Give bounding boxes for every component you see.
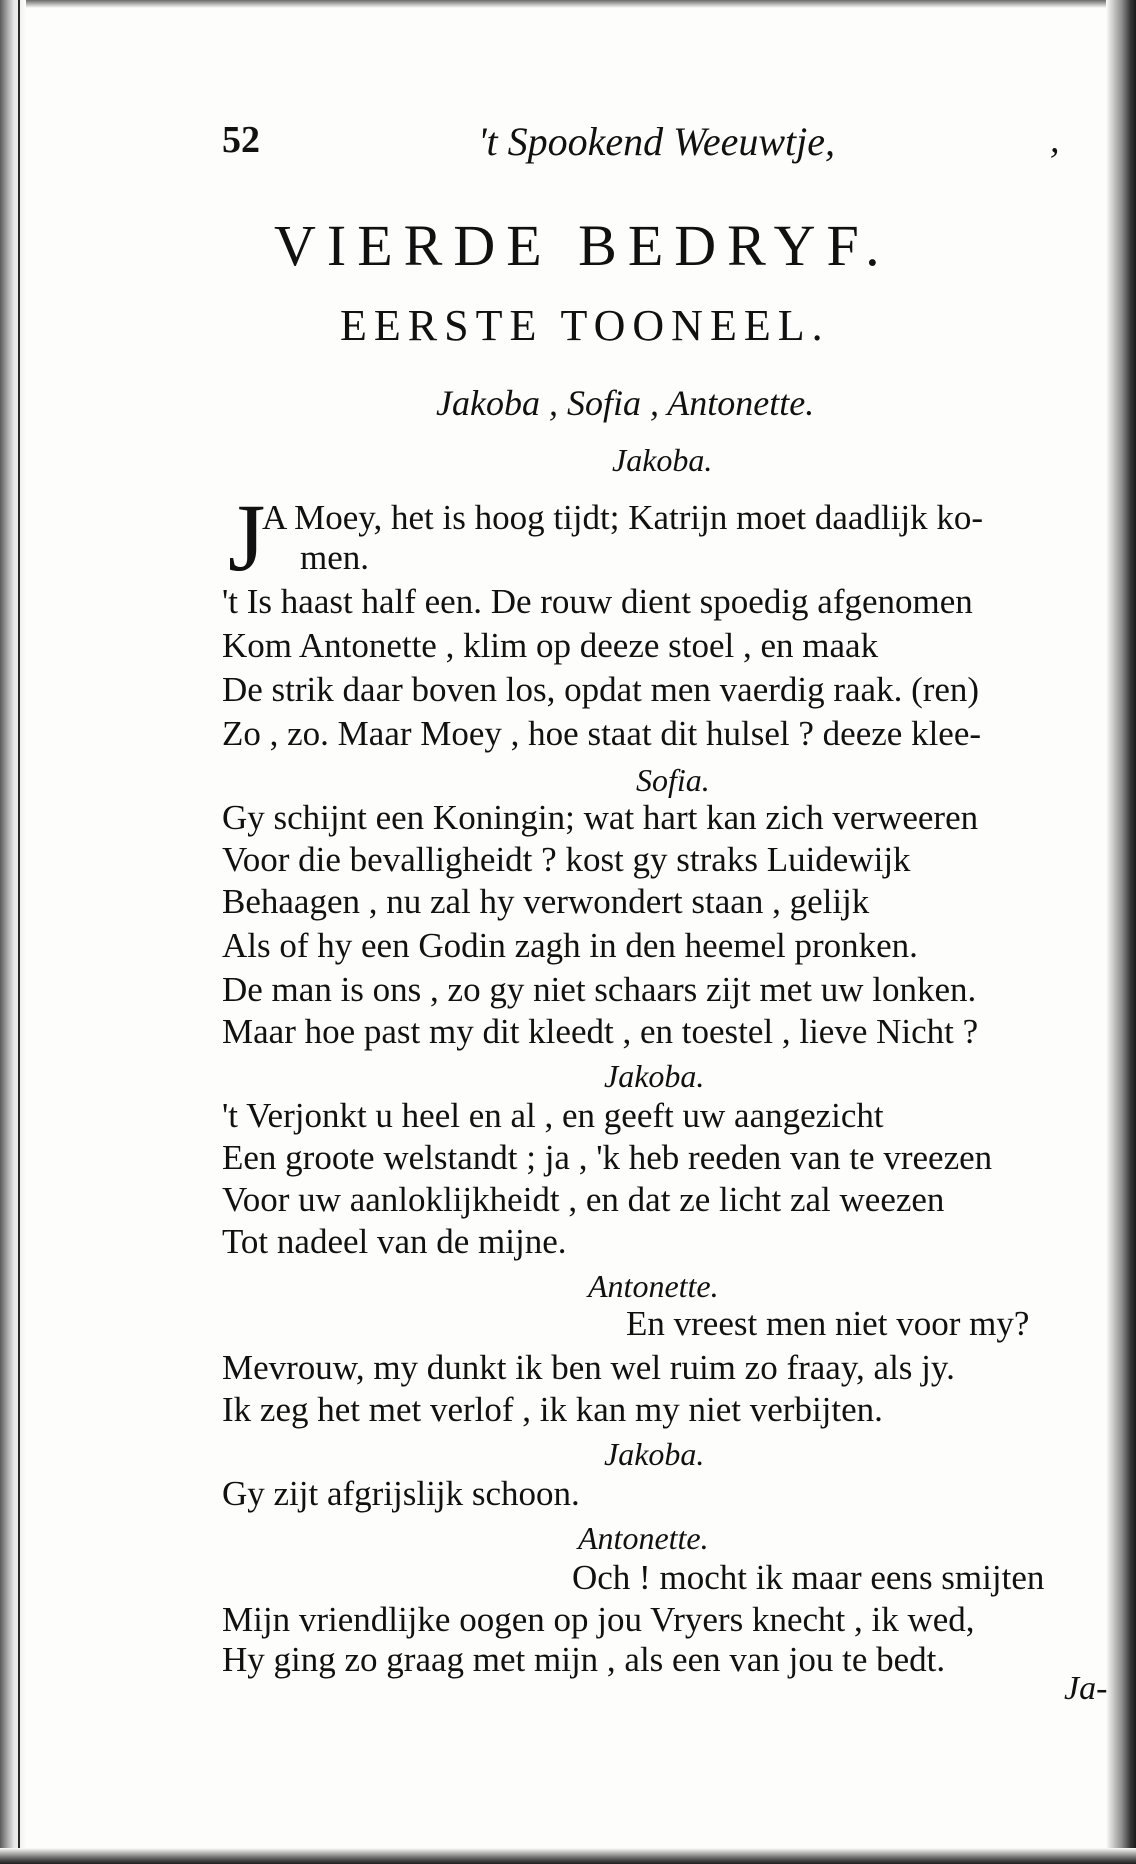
act-title: VIERDE BEDRYF. xyxy=(274,213,891,278)
verse-line: Mevrouw, my dunkt ik ben wel ruim zo fraay, als jy. xyxy=(222,1348,955,1387)
dramatis-personae: Jakoba , Sofia , Antonette. xyxy=(436,383,815,423)
speaker-name: Sofia. xyxy=(636,762,710,798)
verse-line: Maar hoe past my dit kleedt , en toestel , lieve Nicht ? xyxy=(222,1012,979,1051)
verse-line: 't Verjonkt u heel en al , en geeft uw aangezicht xyxy=(222,1096,884,1135)
verse-line: 't Is haast half een. De rouw dient spoedig afgenomen xyxy=(222,582,973,621)
verse-line: Behaagen , nu zal hy verwondert staan , gelijk xyxy=(222,882,870,921)
verse-line: Voor die bevalligheidt ? kost gy straks Luidewijk xyxy=(222,840,911,879)
drop-cap: J xyxy=(228,484,266,591)
speaker-name: Jakoba. xyxy=(612,442,713,478)
speaker-name: Jakoba. xyxy=(604,1058,705,1094)
running-head xyxy=(0,118,1136,168)
verse-line: Tot nadeel van de mijne. xyxy=(222,1222,567,1261)
scene-title: EERSTE TOONEEL. xyxy=(340,301,830,350)
verse-line: De strik daar boven los, opdat men vaerdig raak. (ren) xyxy=(222,670,980,709)
scan-edge-right xyxy=(1106,0,1136,1864)
verse-line: Ik zeg het met verlof , ik kan my niet verbijten. xyxy=(222,1390,883,1429)
verse-line: En vreest men niet voor my? xyxy=(626,1304,1030,1343)
scan-edge-top xyxy=(0,0,1136,8)
verse-line: De man is ons , zo gy niet schaars zijt met uw lonken. xyxy=(222,970,977,1009)
verse-line: Hy ging zo graag met mijn , als een van jou te bedt. xyxy=(222,1640,946,1679)
verse-line: Zo , zo. Maar Moey , hoe staat dit hulsel ? deeze klee- xyxy=(222,714,982,753)
verse-line: Voor uw aanloklijkheidt , en dat ze licht zal weezen xyxy=(222,1180,945,1219)
speaker-name: Antonette. xyxy=(578,1520,709,1556)
scan-edge-left xyxy=(0,0,26,1864)
scan-edge-left-line xyxy=(18,0,20,1864)
verse-line: Och ! mocht ik maar eens smijten xyxy=(572,1558,1045,1597)
verse-line: Gy zijt afgrijslijk schoon. xyxy=(222,1474,580,1513)
verse-line: A Moey, het is hoog tijdt; Katrijn moet daadlijk ko- xyxy=(262,498,983,537)
verse-line: Een groote welstandt ; ja , 'k heb reeden van te vreezen xyxy=(222,1138,993,1177)
verse-line: Mijn vriendlijke oogen op jou Vryers knecht , ik wed, xyxy=(222,1600,975,1639)
verse-line: Gy schijnt een Koningin; wat hart kan zich verweeren xyxy=(222,798,979,837)
verse-line: Kom Antonette , klim op deeze stoel , en maak xyxy=(222,626,879,665)
page-number: 52 xyxy=(222,119,260,161)
catchword: Ja- xyxy=(1064,1670,1108,1707)
running-title: 't Spookend Weeuwtje, xyxy=(478,119,835,164)
scan-edge-bottom xyxy=(0,1848,1136,1864)
speaker-name: Jakoba. xyxy=(604,1436,705,1472)
verse-line: Als of hy een Godin zagh in den heemel pronken. xyxy=(222,926,918,965)
running-mark: , xyxy=(1050,119,1060,161)
verse-line: men. xyxy=(300,538,370,577)
speaker-name: Antonette. xyxy=(588,1268,719,1304)
